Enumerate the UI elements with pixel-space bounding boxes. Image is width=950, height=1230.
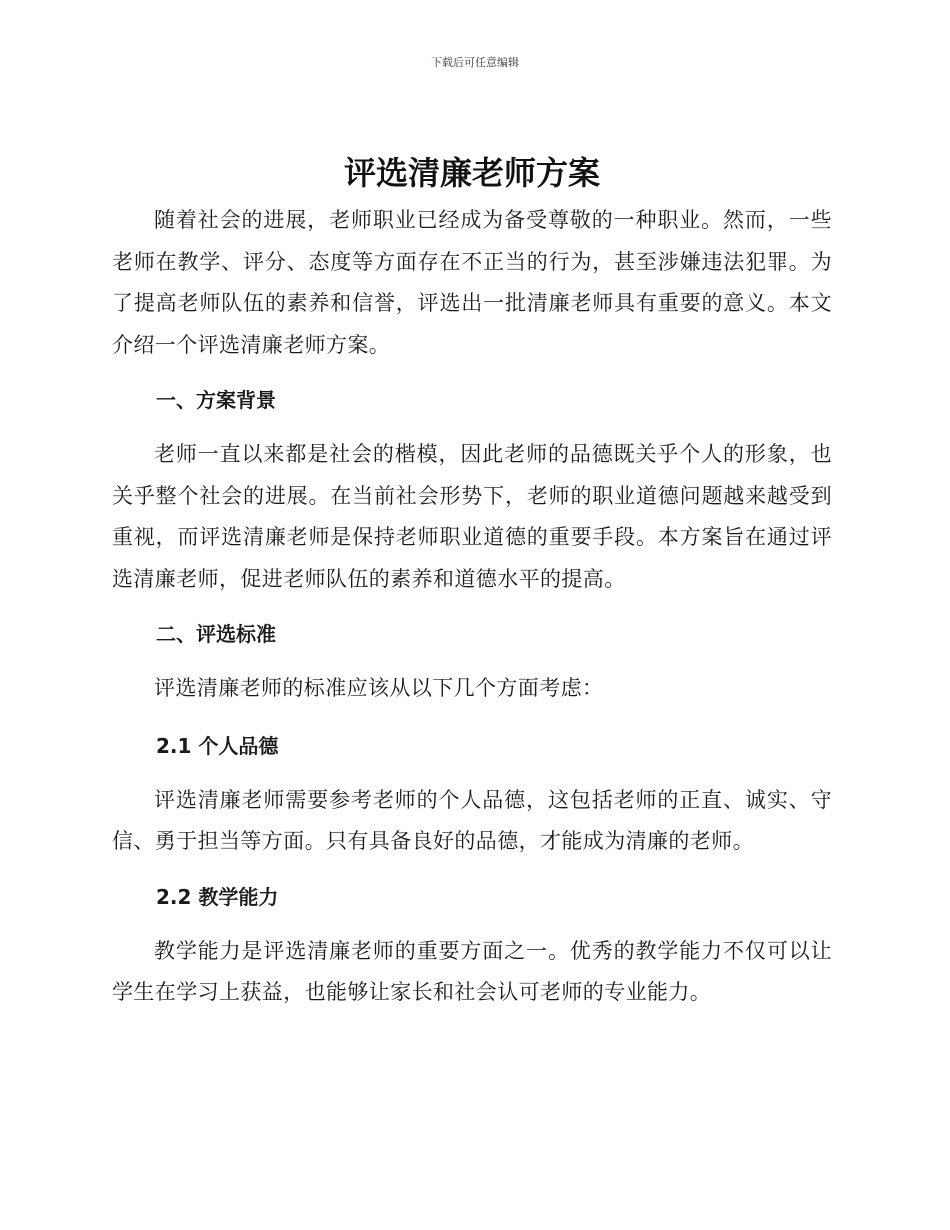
- intro-paragraph: 随着社会的进展，老师职业已经成为备受尊敬的一种职业。然而，一些老师在教学、评分、态度等方面存在不正当的行为，甚至涉嫌违法犯罪。为了提高老师队伍的素养和信誉，评选出一批清廉老师具有重要的意义。本文介绍一个评选清廉老师方案。: [112, 208, 832, 357]
- teaching-ability-paragraph: 教学能力是评选清廉老师的重要方面之一。优秀的教学能力不仅可以让学生在学习上获益，也能够让家长和社会认可老师的专业能力。: [112, 938, 832, 1004]
- header-note: 下载后可任意编辑: [431, 56, 519, 69]
- section-heading-background: 一、方案背景: [156, 388, 276, 412]
- personal-ethics-paragraph: 评选清廉老师需要参考老师的个人品德，这包括老师的正直、诚实、守信、勇于担当等方面。只有具备良好的品德，才能成为清廉的老师。: [112, 787, 832, 853]
- document-title: 评选清廉老师方案: [343, 154, 600, 192]
- section-heading-criteria: 二、评选标准: [156, 622, 276, 646]
- background-paragraph: 老师一直以来都是社会的楷模，因此老师的品德既关乎个人的形象，也关乎整个社会的进展。在当前社会形势下，老师的职业道德问题越来越受到重视，而评选清廉老师是保持老师职业道德的重要手段。本方案旨在通过评选清廉老师，促进老师队伍的素养和道德水平的提高。: [112, 442, 832, 591]
- criteria-intro-paragraph: 评选清廉老师的标准应该从以下几个方面考虑：: [154, 676, 604, 700]
- subsection-heading-personal-ethics: 2.1 个人品德: [156, 733, 279, 758]
- subsection-heading-teaching-ability: 2.2 教学能力: [156, 884, 279, 909]
- document-body: [112, 148, 832, 1014]
